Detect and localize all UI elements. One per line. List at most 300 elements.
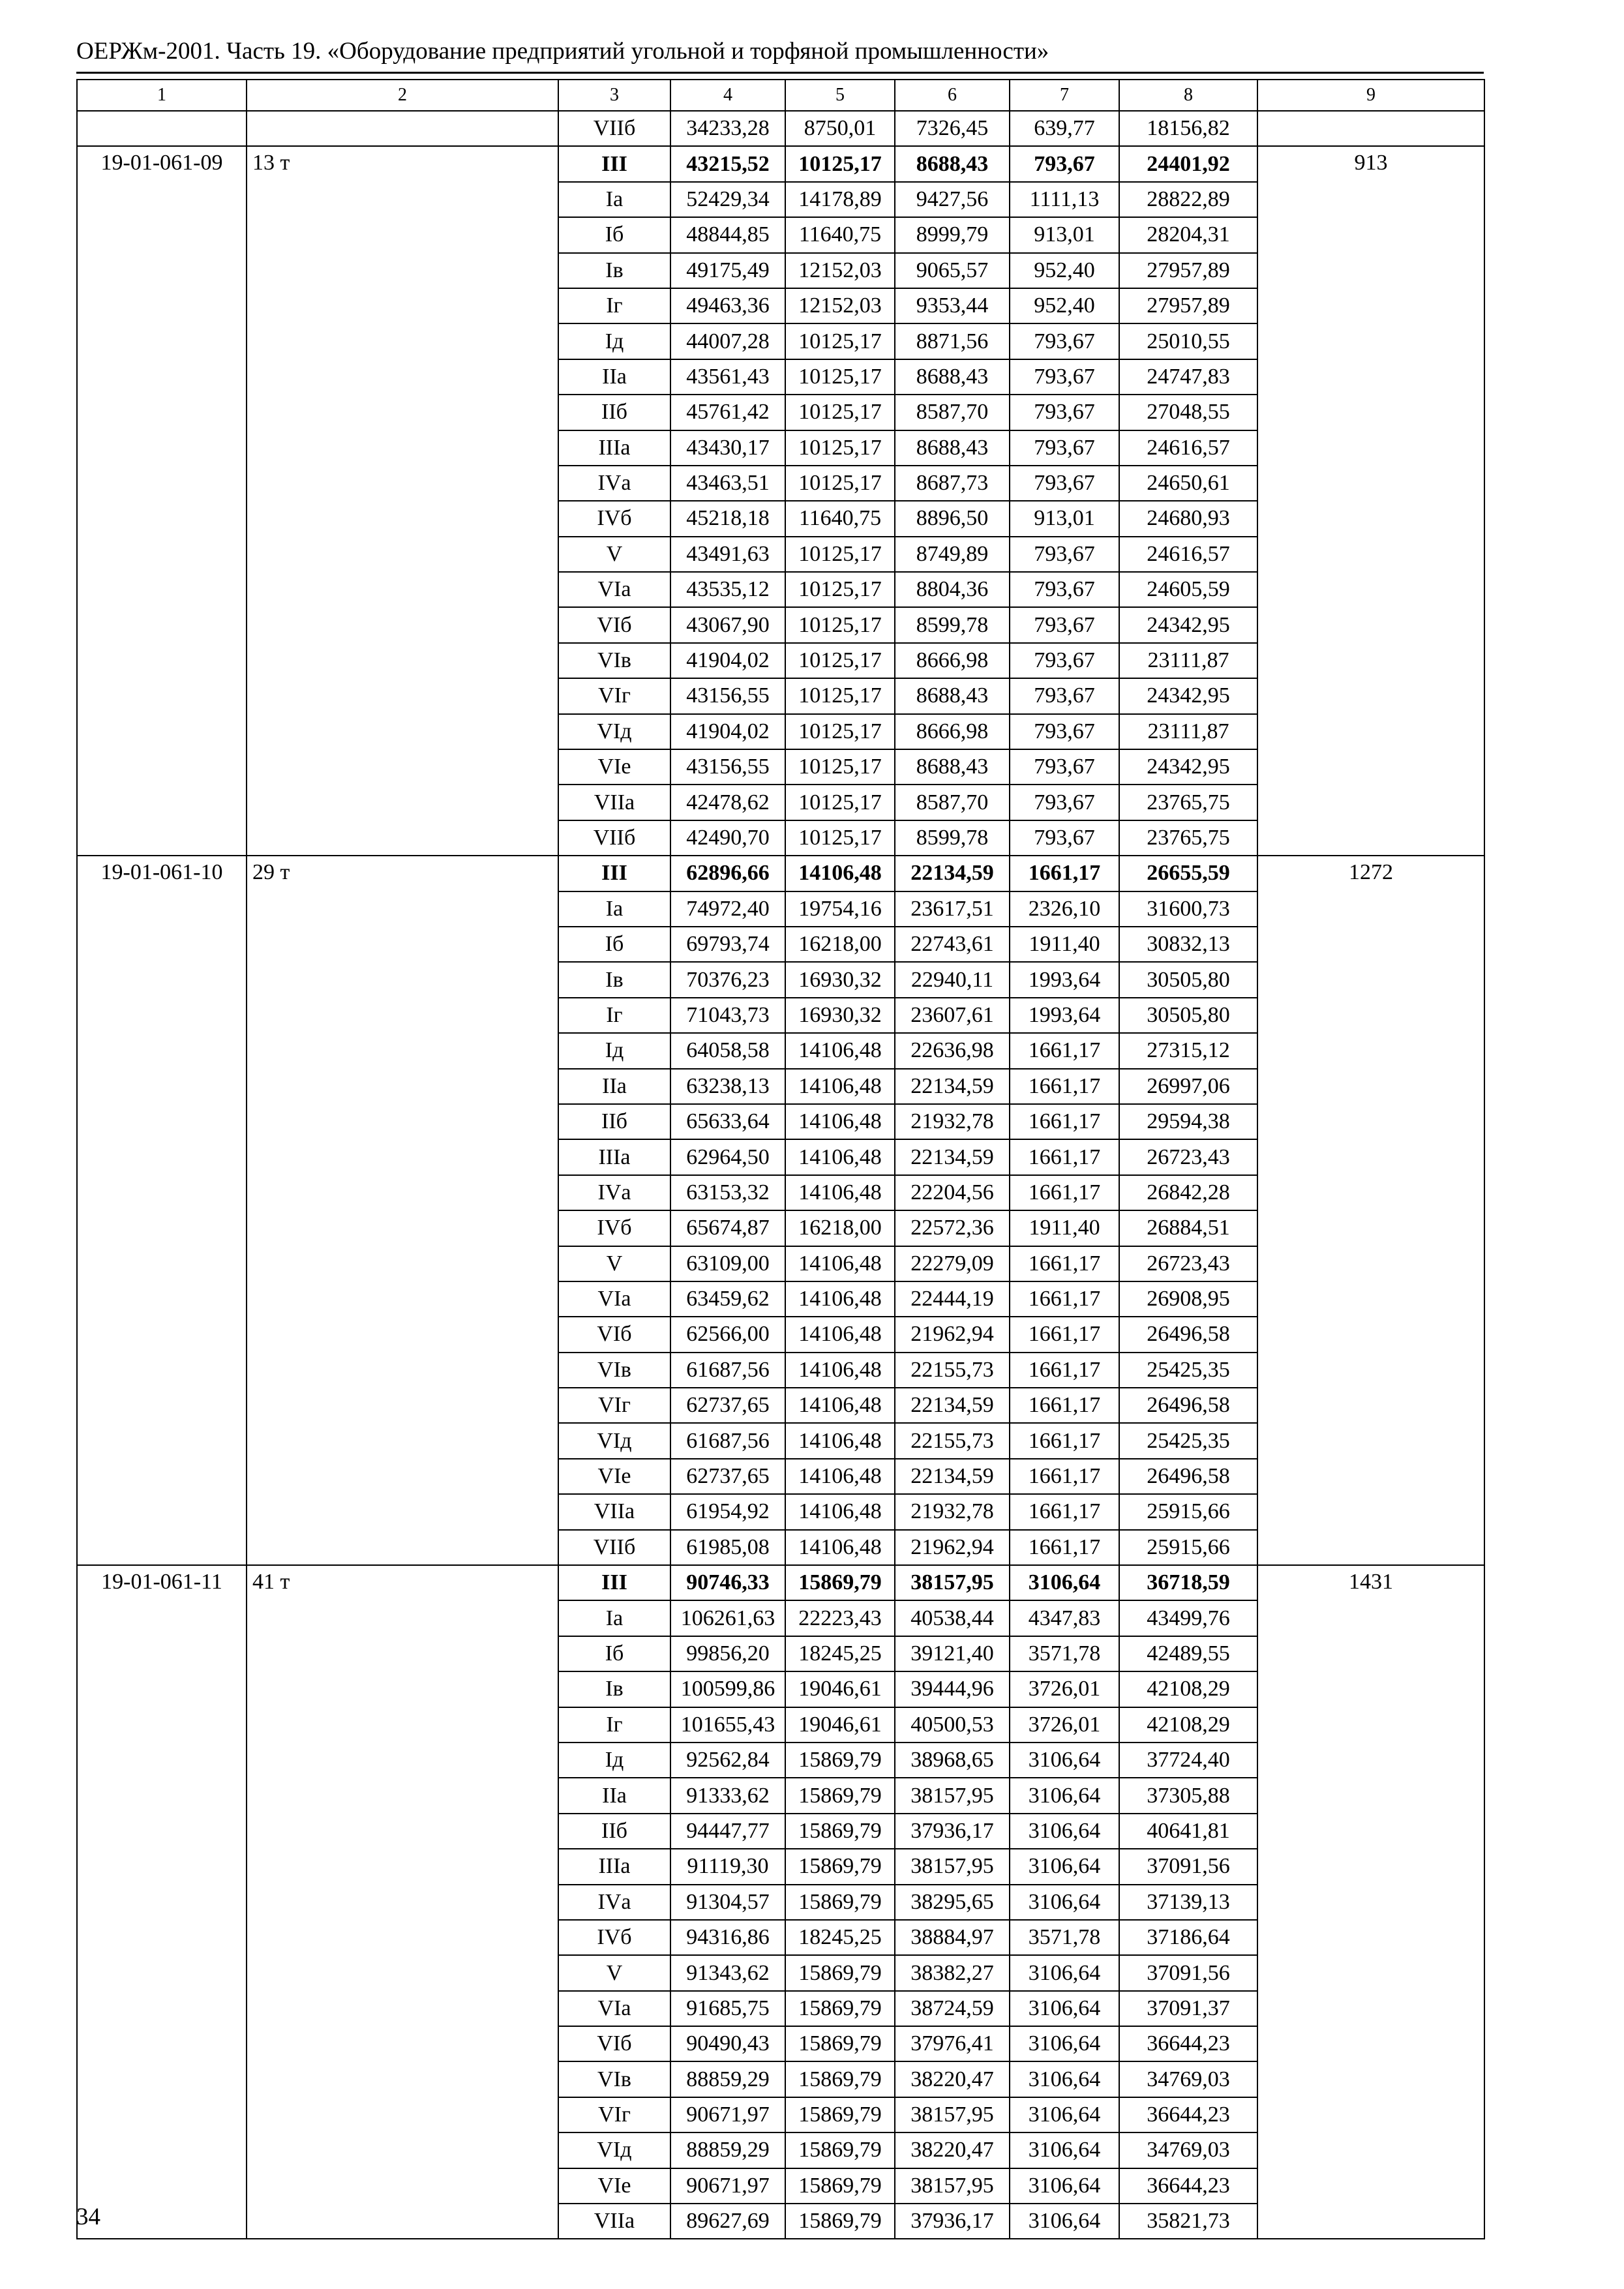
column-number: 4 [670, 80, 785, 111]
name-cell [247, 2204, 558, 2239]
zone-cell: VIв [558, 1353, 670, 1388]
name-cell [247, 2026, 558, 2061]
value-cell: 70376,23 [670, 962, 785, 997]
zone-cell: IIIа [558, 1849, 670, 1884]
code-cell [77, 1459, 247, 1494]
value-cell: 22134,59 [895, 1069, 1010, 1104]
value-cell: 15869,79 [785, 1565, 895, 1600]
table-row [77, 1530, 1484, 1565]
code-cell [77, 891, 247, 927]
value-cell: 8749,89 [895, 537, 1010, 572]
table-row [77, 1707, 1484, 1743]
value-cell: 24342,95 [1119, 749, 1257, 785]
zone-cell: IVа [558, 1885, 670, 1920]
value-cell: 24342,95 [1119, 607, 1257, 642]
code-cell [77, 1778, 247, 1813]
value-cell: 43561,43 [670, 359, 785, 395]
zone-cell: Iб [558, 927, 670, 962]
value-cell: 34769,03 [1119, 2061, 1257, 2097]
zone-cell: IIIа [558, 1139, 670, 1174]
value-cell: 26496,58 [1119, 1388, 1257, 1423]
code-cell [77, 1814, 247, 1849]
value-cell: 952,40 [1010, 253, 1119, 288]
zone-cell: Iв [558, 1671, 670, 1707]
value-cell: 21932,78 [895, 1494, 1010, 1529]
value-cell: 91685,75 [670, 1991, 785, 2026]
value-cell: 1661,17 [1010, 1246, 1119, 1281]
value-cell: 14106,48 [785, 1353, 895, 1388]
value-cell: 1661,17 [1010, 1104, 1119, 1139]
value-cell: 37091,56 [1119, 1849, 1257, 1884]
total-cell [1257, 1104, 1484, 1139]
zone-cell: Iа [558, 891, 670, 927]
value-cell: 21932,78 [895, 1104, 1010, 1139]
total-cell [1257, 1353, 1484, 1388]
value-cell: 23617,51 [895, 891, 1010, 927]
code-cell [77, 1494, 247, 1529]
value-cell: 65674,87 [670, 1210, 785, 1246]
value-cell: 11640,75 [785, 501, 895, 536]
value-cell: 18245,25 [785, 1636, 895, 1671]
value-cell: 25915,66 [1119, 1494, 1257, 1529]
value-cell: 14106,48 [785, 1388, 895, 1423]
value-cell: 35821,73 [1119, 2204, 1257, 2239]
name-cell [247, 1210, 558, 1246]
value-cell: 27315,12 [1119, 1033, 1257, 1068]
value-cell: 10125,17 [785, 359, 895, 395]
table-row [77, 253, 1484, 288]
zone-cell: Iа [558, 182, 670, 217]
value-cell: 10125,17 [785, 714, 895, 749]
value-cell: 1911,40 [1010, 1210, 1119, 1246]
value-cell: 36718,59 [1119, 1565, 1257, 1600]
total-cell [1257, 572, 1484, 607]
value-cell: 793,67 [1010, 537, 1119, 572]
value-cell: 3726,01 [1010, 1707, 1119, 1743]
name-cell [247, 253, 558, 288]
value-cell: 9353,44 [895, 288, 1010, 323]
value-cell: 99856,20 [670, 1636, 785, 1671]
code-cell [77, 288, 247, 323]
total-cell [1257, 1530, 1484, 1565]
value-cell: 37091,56 [1119, 1955, 1257, 1990]
value-cell: 24342,95 [1119, 678, 1257, 713]
name-cell [247, 323, 558, 359]
total-cell [1257, 1246, 1484, 1281]
value-cell: 9427,56 [895, 182, 1010, 217]
zone-cell: VIа [558, 1281, 670, 1317]
value-cell: 22743,61 [895, 927, 1010, 962]
table-row [77, 678, 1484, 713]
value-cell: 65633,64 [670, 1104, 785, 1139]
value-cell: 27048,55 [1119, 395, 1257, 430]
value-cell: 62566,00 [670, 1317, 785, 1352]
value-cell: 793,67 [1010, 714, 1119, 749]
value-cell: 15869,79 [785, 1743, 895, 1778]
code-cell: 19-01-061-09 [77, 146, 247, 181]
value-cell: 14106,48 [785, 1494, 895, 1529]
table-row [77, 1069, 1484, 1104]
value-cell: 3106,64 [1010, 1955, 1119, 1990]
value-cell: 88859,29 [670, 2132, 785, 2168]
code-cell [77, 1281, 247, 1317]
value-cell: 10125,17 [785, 572, 895, 607]
zone-cell: Iг [558, 998, 670, 1033]
value-cell: 38295,65 [895, 1885, 1010, 1920]
zone-cell: VIIб [558, 1530, 670, 1565]
value-cell: 36644,23 [1119, 2026, 1257, 2061]
name-cell [247, 466, 558, 501]
value-cell: 12152,03 [785, 253, 895, 288]
value-cell: 74972,40 [670, 891, 785, 927]
name-cell [247, 1281, 558, 1317]
table-row [77, 430, 1484, 466]
value-cell: 14106,48 [785, 1033, 895, 1068]
column-number: 6 [895, 80, 1010, 111]
table-row [77, 1459, 1484, 1494]
value-cell: 8587,70 [895, 785, 1010, 820]
value-cell: 2326,10 [1010, 891, 1119, 927]
table-row [77, 1175, 1484, 1210]
value-cell: 14106,48 [785, 1530, 895, 1565]
value-cell: 48844,85 [670, 217, 785, 252]
value-cell: 22155,73 [895, 1423, 1010, 1458]
value-cell: 8666,98 [895, 714, 1010, 749]
value-cell: 26908,95 [1119, 1281, 1257, 1317]
name-cell [247, 1920, 558, 1955]
value-cell: 18156,82 [1119, 111, 1257, 146]
value-cell: 26842,28 [1119, 1175, 1257, 1210]
value-cell: 3106,64 [1010, 1991, 1119, 2026]
name-cell [247, 1955, 558, 1990]
value-cell: 106261,63 [670, 1600, 785, 1636]
table-row [77, 1991, 1484, 2026]
zone-cell: IVб [558, 1210, 670, 1246]
value-cell: 3571,78 [1010, 1636, 1119, 1671]
zone-cell: VIг [558, 2097, 670, 2132]
code-cell [77, 2204, 247, 2239]
table-row [77, 182, 1484, 217]
table-row [77, 1353, 1484, 1388]
value-cell: 793,67 [1010, 572, 1119, 607]
name-cell [247, 1494, 558, 1529]
code-cell [77, 359, 247, 395]
zone-cell: V [558, 537, 670, 572]
value-cell: 3726,01 [1010, 1671, 1119, 1707]
value-cell: 8871,56 [895, 323, 1010, 359]
value-cell: 25010,55 [1119, 323, 1257, 359]
value-cell: 41904,02 [670, 643, 785, 678]
zone-cell: V [558, 1246, 670, 1281]
name-cell [247, 749, 558, 785]
value-cell: 49463,36 [670, 288, 785, 323]
value-cell: 22940,11 [895, 962, 1010, 997]
value-cell: 793,67 [1010, 785, 1119, 820]
total-cell [1257, 714, 1484, 749]
table-row [77, 2097, 1484, 2132]
code-cell [77, 217, 247, 252]
column-number: 3 [558, 80, 670, 111]
value-cell: 8687,73 [895, 466, 1010, 501]
name-cell [247, 1459, 558, 1494]
value-cell: 793,67 [1010, 466, 1119, 501]
code-cell [77, 537, 247, 572]
value-cell: 34233,28 [670, 111, 785, 146]
value-cell: 23765,75 [1119, 785, 1257, 820]
value-cell: 15869,79 [785, 1814, 895, 1849]
total-cell [1257, 1743, 1484, 1778]
name-cell [247, 998, 558, 1033]
name-cell [247, 1069, 558, 1104]
name-cell [247, 785, 558, 820]
total-cell [1257, 1849, 1484, 1884]
value-cell: 26496,58 [1119, 1459, 1257, 1494]
zone-cell: VIд [558, 1423, 670, 1458]
value-cell: 15869,79 [785, 1955, 895, 1990]
zone-cell: VIе [558, 1459, 670, 1494]
zone-cell: VIв [558, 2061, 670, 2097]
value-cell: 36644,23 [1119, 2097, 1257, 2132]
table-row [77, 785, 1484, 820]
code-cell [77, 749, 247, 785]
total-cell: 1431 [1257, 1565, 1484, 1600]
value-cell: 31600,73 [1119, 891, 1257, 927]
value-cell: 1911,40 [1010, 927, 1119, 962]
value-cell: 3571,78 [1010, 1920, 1119, 1955]
value-cell: 19046,61 [785, 1707, 895, 1743]
value-cell: 90671,97 [670, 2097, 785, 2132]
value-cell: 8750,01 [785, 111, 895, 146]
code-cell [77, 111, 247, 146]
zone-cell: IIа [558, 1778, 670, 1813]
value-cell: 38157,95 [895, 1849, 1010, 1884]
total-cell [1257, 1814, 1484, 1849]
value-cell: 3106,64 [1010, 1565, 1119, 1600]
value-cell: 15869,79 [785, 1991, 895, 2026]
total-cell [1257, 182, 1484, 217]
value-cell: 14106,48 [785, 1281, 895, 1317]
value-cell: 21962,94 [895, 1317, 1010, 1352]
value-cell: 52429,34 [670, 182, 785, 217]
total-cell [1257, 678, 1484, 713]
zone-cell: III [558, 1565, 670, 1600]
name-cell [247, 1246, 558, 1281]
value-cell: 16930,32 [785, 998, 895, 1033]
name-cell [247, 430, 558, 466]
value-cell: 43491,63 [670, 537, 785, 572]
value-cell: 38157,95 [895, 2168, 1010, 2204]
value-cell: 39121,40 [895, 1636, 1010, 1671]
value-cell: 40538,44 [895, 1600, 1010, 1636]
table-row [77, 1636, 1484, 1671]
code-cell [77, 1707, 247, 1743]
zone-cell: VIIа [558, 2204, 670, 2239]
value-cell: 8587,70 [895, 395, 1010, 430]
value-cell: 21962,94 [895, 1530, 1010, 1565]
code-cell [77, 1175, 247, 1210]
name-cell [247, 395, 558, 430]
value-cell: 22134,59 [895, 856, 1010, 891]
zone-cell: VIв [558, 643, 670, 678]
value-cell: 1661,17 [1010, 856, 1119, 891]
value-cell: 8599,78 [895, 820, 1010, 856]
value-cell: 15869,79 [785, 2132, 895, 2168]
code-cell [77, 1636, 247, 1671]
total-cell [1257, 501, 1484, 536]
value-cell: 10125,17 [785, 607, 895, 642]
name-cell [247, 891, 558, 927]
value-cell: 8688,43 [895, 430, 1010, 466]
value-cell: 61687,56 [670, 1423, 785, 1458]
value-cell: 10125,17 [785, 466, 895, 501]
value-cell: 42478,62 [670, 785, 785, 820]
table-row [77, 1423, 1484, 1458]
value-cell: 25425,35 [1119, 1353, 1257, 1388]
total-cell [1257, 1175, 1484, 1210]
total-cell [1257, 962, 1484, 997]
table-row [77, 1033, 1484, 1068]
code-cell [77, 998, 247, 1033]
value-cell: 3106,64 [1010, 2132, 1119, 2168]
value-cell: 3106,64 [1010, 2204, 1119, 2239]
value-cell: 37305,88 [1119, 1778, 1257, 1813]
code-cell [77, 2097, 247, 2132]
value-cell: 43156,55 [670, 749, 785, 785]
value-cell: 1661,17 [1010, 1459, 1119, 1494]
value-cell: 952,40 [1010, 288, 1119, 323]
value-cell: 38724,59 [895, 1991, 1010, 2026]
value-cell: 16218,00 [785, 927, 895, 962]
total-cell [1257, 253, 1484, 288]
value-cell: 9065,57 [895, 253, 1010, 288]
total-cell [1257, 607, 1484, 642]
code-cell [77, 2026, 247, 2061]
value-cell: 14106,48 [785, 1104, 895, 1139]
value-cell: 1661,17 [1010, 1175, 1119, 1210]
table-row [77, 1281, 1484, 1317]
name-cell [247, 182, 558, 217]
value-cell: 8688,43 [895, 359, 1010, 395]
zone-cell: VIе [558, 749, 670, 785]
table-row [77, 2132, 1484, 2168]
name-cell [247, 820, 558, 856]
value-cell: 1661,17 [1010, 1033, 1119, 1068]
value-cell: 12152,03 [785, 288, 895, 323]
value-cell: 1111,13 [1010, 182, 1119, 217]
value-cell: 793,67 [1010, 678, 1119, 713]
table-row [77, 962, 1484, 997]
zone-cell: IIа [558, 1069, 670, 1104]
value-cell: 91119,30 [670, 1849, 785, 1884]
zone-cell: IIб [558, 1814, 670, 1849]
value-cell: 63459,62 [670, 1281, 785, 1317]
table-row [77, 572, 1484, 607]
name-cell [247, 607, 558, 642]
value-cell: 22204,56 [895, 1175, 1010, 1210]
value-cell: 25425,35 [1119, 1423, 1257, 1458]
price-table [76, 79, 1485, 2239]
code-cell [77, 2061, 247, 2097]
value-cell: 14106,48 [785, 1459, 895, 1494]
value-cell: 793,67 [1010, 359, 1119, 395]
value-cell: 43463,51 [670, 466, 785, 501]
table-row [77, 288, 1484, 323]
value-cell: 24616,57 [1119, 537, 1257, 572]
value-cell: 15869,79 [785, 2204, 895, 2239]
name-cell [247, 714, 558, 749]
code-cell [77, 962, 247, 997]
value-cell: 38968,65 [895, 1743, 1010, 1778]
value-cell: 40641,81 [1119, 1814, 1257, 1849]
table-row [77, 466, 1484, 501]
value-cell: 1661,17 [1010, 1353, 1119, 1388]
name-cell [247, 1423, 558, 1458]
value-cell: 10125,17 [785, 785, 895, 820]
value-cell: 63109,00 [670, 1246, 785, 1281]
zone-cell: Iд [558, 1033, 670, 1068]
zone-cell: VIIа [558, 1494, 670, 1529]
value-cell: 26655,59 [1119, 856, 1257, 891]
code-cell [77, 643, 247, 678]
total-cell [1257, 2097, 1484, 2132]
table-row [77, 111, 1484, 146]
value-cell: 37724,40 [1119, 1743, 1257, 1778]
value-cell: 28204,31 [1119, 217, 1257, 252]
name-cell [247, 1885, 558, 1920]
value-cell: 10125,17 [785, 395, 895, 430]
name-cell [247, 1671, 558, 1707]
value-cell: 25915,66 [1119, 1530, 1257, 1565]
value-cell: 34769,03 [1119, 2132, 1257, 2168]
total-cell [1257, 1033, 1484, 1068]
zone-cell: IIб [558, 395, 670, 430]
value-cell: 1661,17 [1010, 1069, 1119, 1104]
value-cell: 45761,42 [670, 395, 785, 430]
total-cell [1257, 998, 1484, 1033]
value-cell: 793,67 [1010, 820, 1119, 856]
name-cell [247, 1033, 558, 1068]
value-cell: 19754,16 [785, 891, 895, 927]
value-cell: 3106,64 [1010, 2097, 1119, 2132]
code-cell [77, 1317, 247, 1352]
code-cell [77, 2132, 247, 2168]
table-row [77, 1778, 1484, 1813]
column-number: 9 [1257, 80, 1484, 111]
value-cell: 10125,17 [785, 820, 895, 856]
value-cell: 11640,75 [785, 217, 895, 252]
table-row [77, 1920, 1484, 1955]
table-row [77, 643, 1484, 678]
table-row [77, 749, 1484, 785]
name-cell [247, 501, 558, 536]
value-cell: 90671,97 [670, 2168, 785, 2204]
total-cell [1257, 1885, 1484, 1920]
value-cell: 43067,90 [670, 607, 785, 642]
value-cell: 62737,65 [670, 1388, 785, 1423]
total-cell [1257, 1671, 1484, 1707]
table-row [77, 2204, 1484, 2239]
value-cell: 94316,86 [670, 1920, 785, 1955]
table-row [77, 1814, 1484, 1849]
name-cell [247, 1849, 558, 1884]
value-cell: 24616,57 [1119, 430, 1257, 466]
table-row [77, 217, 1484, 252]
value-cell: 41904,02 [670, 714, 785, 749]
value-cell: 22134,59 [895, 1139, 1010, 1174]
name-cell [247, 2061, 558, 2097]
zone-cell: VIб [558, 607, 670, 642]
value-cell: 8688,43 [895, 749, 1010, 785]
